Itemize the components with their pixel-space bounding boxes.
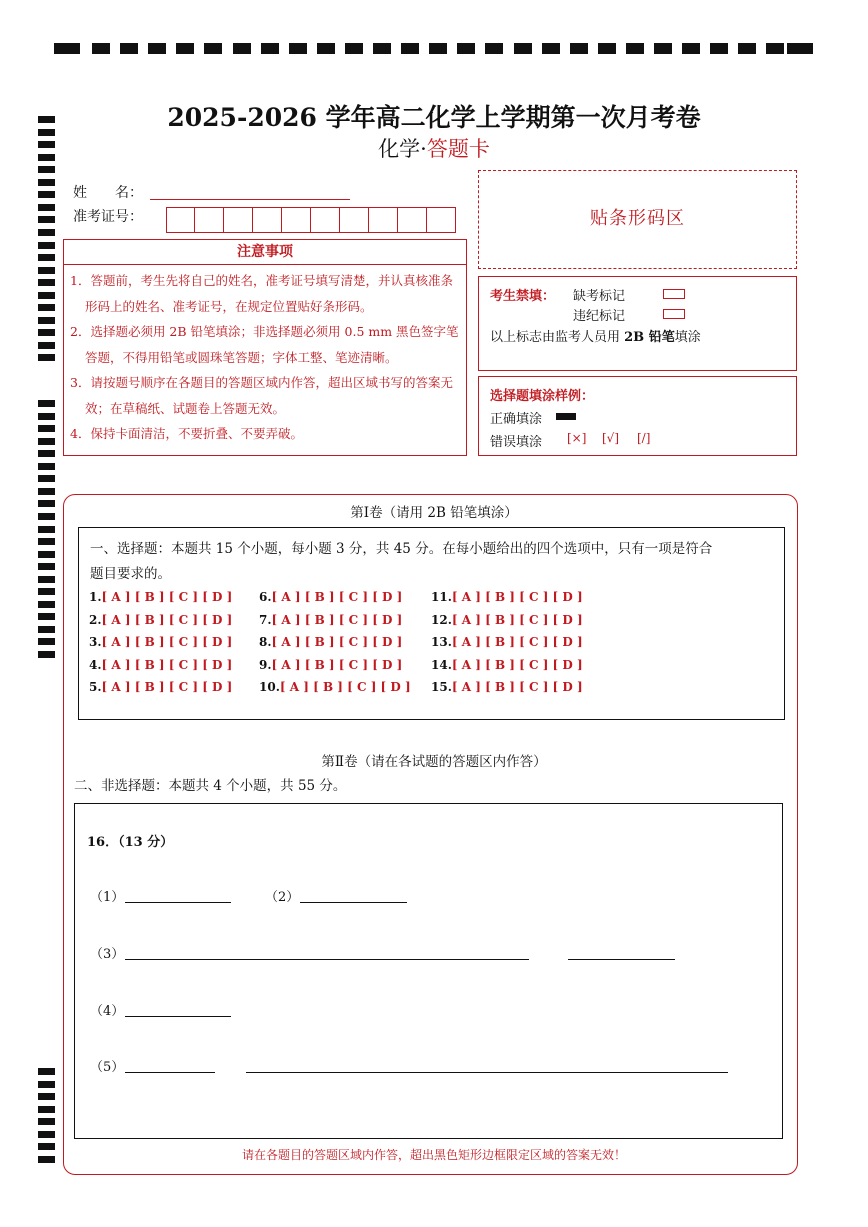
timing-mark <box>38 400 55 407</box>
correct-label: 正确填涂 <box>490 412 543 427</box>
timing-mark <box>38 626 55 633</box>
timing-mark <box>38 463 55 470</box>
timing-mark <box>92 43 110 54</box>
answer-line-5b[interactable] <box>246 1072 728 1073</box>
id-digit-box[interactable] <box>282 207 311 233</box>
choice-options[interactable]: [ A ] [ B ] [ C ] [ D ] <box>101 590 233 604</box>
choice-number: 8. <box>259 635 272 649</box>
id-digit-box[interactable] <box>253 207 282 233</box>
timing-mark <box>345 43 363 54</box>
notice-item: 1．答题前，考生先将自己的姓名，准考证号填写清楚，并认真核准条形码上的姓名、准考证号，在规定位置贴好条形码。 <box>70 273 453 314</box>
choice-options[interactable]: [ A ] [ B ] [ C ] [ D ] <box>101 657 233 672</box>
choice-number: 5. <box>89 680 102 694</box>
timing-mark <box>429 43 447 54</box>
choice-options[interactable]: [ A ] [ B ] [ C ] [ D ] <box>101 635 233 649</box>
answer-line-1[interactable] <box>125 902 231 903</box>
timing-mark <box>38 576 55 583</box>
choice-number: 11. <box>431 590 452 604</box>
choice-options[interactable]: [ A ] [ B ] [ C ] [ D ] <box>451 590 583 604</box>
timing-mark <box>289 43 307 54</box>
timing-mark <box>261 43 279 54</box>
sub-question-label: （2） <box>265 890 300 905</box>
choice-item[interactable] <box>431 613 583 627</box>
question-16-label: 16．（13 分） <box>87 835 174 850</box>
notice-box <box>63 239 467 456</box>
barcode-area <box>478 170 797 269</box>
answer-line-5a[interactable] <box>125 1072 215 1073</box>
timing-mark <box>176 43 194 54</box>
filled-sample <box>556 413 576 420</box>
timing-mark <box>38 229 55 236</box>
notice-item: 4．保持卡面清洁，不要折叠、不要弄破。 <box>70 426 303 441</box>
choice-number: 7. <box>259 612 272 627</box>
timing-mark <box>38 651 55 658</box>
timing-mark <box>38 166 55 173</box>
violation-checkbox[interactable] <box>663 309 685 319</box>
question-16-box <box>74 803 783 1139</box>
example-box <box>478 376 797 456</box>
wrong-mark: [×] <box>567 431 587 445</box>
choice-item[interactable] <box>89 613 232 627</box>
timing-mark <box>738 43 756 54</box>
timing-mark <box>38 329 55 336</box>
page-title: 2025-2026 学年高二化学上学期第一次月考卷 <box>167 103 701 132</box>
id-digit-box[interactable] <box>369 207 398 233</box>
forbidden-box <box>478 276 797 371</box>
choice-options[interactable]: [ A ] [ B ] [ C ] [ D ] <box>271 635 403 649</box>
part1-title: 第Ⅰ卷（请用 2B 铅笔填涂） <box>350 505 518 521</box>
wrong-mark: [/] <box>637 431 651 445</box>
forbidden-title: 考生禁填： <box>490 289 556 304</box>
timing-mark <box>766 43 784 54</box>
timing-mark <box>682 43 700 54</box>
timing-mark <box>38 179 55 186</box>
timing-mark <box>626 43 644 54</box>
choice-item[interactable] <box>259 635 402 649</box>
timing-mark <box>38 242 55 249</box>
id-digit-box[interactable] <box>224 207 253 233</box>
timing-mark <box>38 216 55 223</box>
timing-mark <box>38 267 55 274</box>
choice-number: 2. <box>89 612 102 627</box>
timing-mark <box>204 43 222 54</box>
timing-mark <box>38 1068 55 1075</box>
choice-item[interactable] <box>89 680 232 694</box>
choice-number: 14. <box>431 657 452 672</box>
timing-mark <box>38 551 55 558</box>
choice-item[interactable] <box>89 590 232 604</box>
choice-options[interactable]: [ A ] [ B ] [ C ] [ D ] <box>451 657 583 672</box>
id-digit-box[interactable] <box>166 207 195 233</box>
id-digit-box[interactable] <box>195 207 224 233</box>
choice-number: 3. <box>89 635 102 649</box>
id-label: 准考证号： <box>73 209 143 225</box>
timing-mark <box>38 317 55 324</box>
timing-mark <box>54 43 80 54</box>
timing-mark <box>485 43 503 54</box>
answer-line-4[interactable] <box>125 1016 231 1017</box>
answer-line-3b[interactable] <box>568 959 675 960</box>
choice-options[interactable]: [ A ] [ B ] [ C ] [ D ] <box>451 635 583 649</box>
id-digit-box[interactable] <box>427 207 456 233</box>
choice-number: 4. <box>89 657 102 672</box>
timing-mark <box>38 563 55 570</box>
timing-mark <box>457 43 475 54</box>
timing-mark <box>120 43 138 54</box>
wrong-label: 错误填涂 <box>490 435 543 450</box>
timing-mark <box>401 43 419 54</box>
timing-mark <box>38 638 55 645</box>
choice-number: 13. <box>431 635 452 649</box>
timing-mark <box>514 43 532 54</box>
choice-number: 9. <box>259 657 272 672</box>
timing-mark <box>710 43 728 54</box>
timing-mark <box>373 43 391 54</box>
timing-mark <box>38 1106 55 1113</box>
timing-mark <box>38 488 55 495</box>
subtitle-card: 答题卡 <box>426 137 490 161</box>
timing-mark <box>570 43 588 54</box>
part2-instructions: 二、非选择题：本题共 4 个小题，共 55 分。 <box>74 778 347 794</box>
timing-mark <box>38 588 55 595</box>
timing-mark <box>38 425 55 432</box>
sub-question-label: （5） <box>90 1060 125 1075</box>
timing-mark <box>598 43 616 54</box>
timing-mark <box>38 450 55 457</box>
sub-question-label: （1） <box>90 890 125 905</box>
choice-options[interactable]: [ A ] [ B ] [ C ] [ D ] <box>271 612 403 627</box>
choice-instructions: 一、选择题：本题共 15 个小题，每小题 3 分，共 45 分。在每小题给出的四个选项中，只有一项是符合 题目要求的。 <box>90 541 713 582</box>
timing-mark <box>38 1131 55 1138</box>
answer-line-3a[interactable] <box>125 959 529 960</box>
choice-options[interactable]: [ A ] [ B ] [ C ] [ D ] <box>271 657 403 672</box>
timing-mark <box>38 613 55 620</box>
choice-options[interactable]: [ A ] [ B ] [ C ] [ D ] <box>279 680 411 694</box>
wrong-mark: [√] <box>602 431 620 445</box>
subtitle-subject: 化学· <box>378 137 427 161</box>
timing-mark <box>38 304 55 311</box>
timing-mark <box>38 254 55 261</box>
choice-options[interactable]: [ A ] [ B ] [ C ] [ D ] <box>101 680 233 694</box>
timing-mark <box>38 413 55 420</box>
timing-mark <box>38 354 55 361</box>
page-subtitle <box>0 133 868 163</box>
choice-item[interactable] <box>259 680 411 694</box>
timing-mark <box>38 475 55 482</box>
timing-mark <box>38 204 55 211</box>
forbidden-note: 以上标志由监考人员用 2B 铅笔填涂 <box>490 330 701 345</box>
choice-item[interactable] <box>89 635 232 649</box>
choice-item[interactable] <box>431 635 583 649</box>
notice-item: 3．请按题号顺序在各题目的答题区域内作答，超出区域书写的答案无效；在草稿纸、试题卷上答题无效。 <box>70 375 453 416</box>
choice-number: 10. <box>259 680 280 694</box>
sub-question-label: （4） <box>90 1004 125 1019</box>
timing-mark <box>38 1118 55 1125</box>
timing-mark <box>233 43 251 54</box>
notice-item: 2．选择题必须用 2B 铅笔填涂；非选择题必须用 0.5 mm 黑色签字笔答题，不得用铅笔或圆珠笔答题；字体工整、笔迹清晰。 <box>70 324 459 365</box>
timing-mark <box>38 538 55 545</box>
choice-item[interactable] <box>259 613 402 627</box>
choice-options[interactable]: [ A ] [ B ] [ C ] [ D ] <box>271 590 403 604</box>
choice-item[interactable] <box>431 590 583 604</box>
timing-mark <box>38 279 55 286</box>
notice-title: 注意事项 <box>64 240 466 265</box>
part2-title: 第Ⅱ卷（请在各试题的答题区内作答） <box>321 754 547 770</box>
timing-mark <box>38 292 55 299</box>
id-digit-box[interactable] <box>398 207 427 233</box>
id-digit-box[interactable] <box>340 207 369 233</box>
choice-number: 6. <box>259 590 272 604</box>
answer-line-2[interactable] <box>300 902 407 903</box>
choice-item[interactable] <box>259 590 402 604</box>
timing-mark <box>38 526 55 533</box>
choice-options[interactable]: [ A ] [ B ] [ C ] [ D ] <box>451 612 583 627</box>
timing-mark <box>654 43 672 54</box>
sub-question-label: （3） <box>90 947 125 962</box>
choice-options[interactable]: [ A ] [ B ] [ C ] [ D ] <box>451 680 583 694</box>
id-digit-box[interactable] <box>311 207 340 233</box>
name-input[interactable] <box>150 199 350 200</box>
choice-number: 12. <box>431 612 452 627</box>
example-title: 选择题填涂样例： <box>490 389 595 404</box>
choice-item[interactable] <box>89 658 232 672</box>
timing-mark <box>38 1093 55 1100</box>
timing-mark <box>317 43 335 54</box>
timing-mark <box>542 43 560 54</box>
choice-number: 1. <box>89 590 102 604</box>
absent-label: 缺考标记 <box>573 289 626 304</box>
barcode-label: 贴条形码区 <box>590 208 685 229</box>
choice-item[interactable] <box>259 658 402 672</box>
footer-warning: 请在各题目的答题区域内作答，超出黑色矩形边框限定区域的答案无效！ <box>241 1148 626 1162</box>
timing-mark <box>148 43 166 54</box>
timing-mark <box>38 601 55 608</box>
choice-item[interactable] <box>431 680 583 694</box>
timing-mark <box>38 342 55 349</box>
name-label: 姓 名： <box>73 185 143 201</box>
choice-number: 15. <box>431 680 452 694</box>
absent-checkbox[interactable] <box>663 289 685 299</box>
choice-item[interactable] <box>431 658 583 672</box>
timing-mark <box>38 1081 55 1088</box>
timing-mark <box>38 438 55 445</box>
timing-mark <box>787 43 813 54</box>
timing-mark <box>38 191 55 198</box>
violation-label: 违纪标记 <box>573 309 626 324</box>
choice-options[interactable]: [ A ] [ B ] [ C ] [ D ] <box>101 612 233 627</box>
